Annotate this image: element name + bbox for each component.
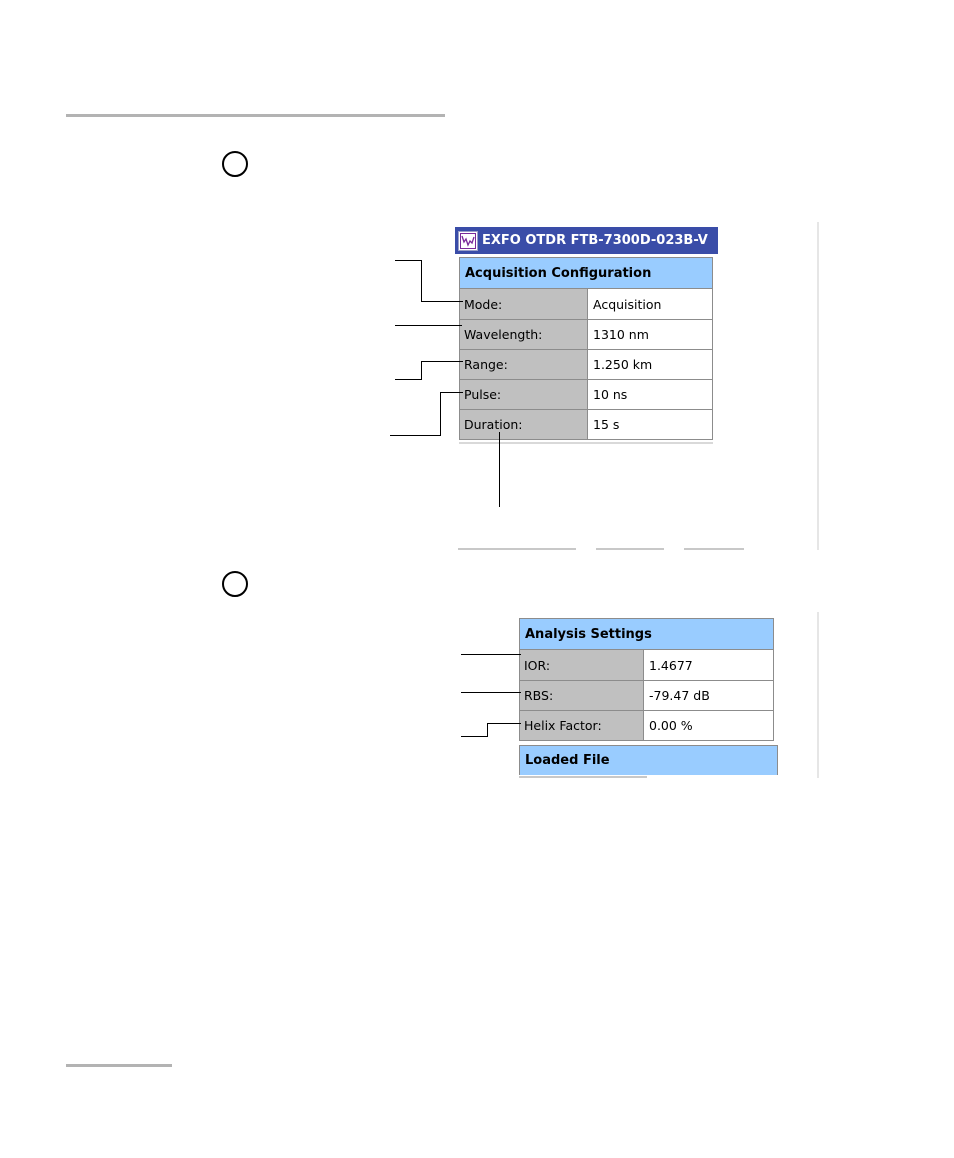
duration-label: Duration: <box>460 410 588 439</box>
range-value[interactable]: 1.250 km <box>588 350 712 379</box>
leader-line <box>461 692 521 693</box>
loaded-file-header[interactable]: Loaded File <box>519 745 778 775</box>
leader-line <box>421 301 463 302</box>
rbs-value[interactable]: -79.47 dB <box>644 681 773 710</box>
rbs-label: RBS: <box>520 681 644 710</box>
leader-line <box>499 432 500 507</box>
leader-line <box>390 435 440 436</box>
acquisition-row-pulse[interactable] <box>460 379 712 409</box>
top-rule <box>66 114 445 117</box>
acquisition-config-header[interactable]: Acquisition Configuration <box>460 258 712 289</box>
leader-line <box>421 260 422 302</box>
ior-value[interactable]: 1.4677 <box>644 650 773 680</box>
helix-factor-label: Helix Factor: <box>520 711 644 740</box>
window-title: EXFO OTDR FTB-7300D-023B-V <box>482 233 708 248</box>
cropped-fragment <box>596 548 664 550</box>
mode-label: Mode: <box>460 289 588 319</box>
acquisition-row-wavelength[interactable] <box>460 319 712 349</box>
leader-line <box>487 723 488 737</box>
wavelength-value[interactable]: 1310 nm <box>588 320 712 349</box>
acquisition-config-grid <box>459 257 713 440</box>
acquisition-row-range[interactable] <box>460 349 712 379</box>
cropped-fragment <box>684 548 744 550</box>
analysis-settings-grid <box>519 618 774 741</box>
cropped-fragment <box>519 776 647 778</box>
pulse-label: Pulse: <box>460 380 588 409</box>
acquisition-config-body <box>460 289 712 439</box>
leader-line <box>395 379 421 380</box>
leader-line <box>461 654 521 655</box>
leader-line <box>487 723 521 724</box>
acquisition-row-mode[interactable] <box>460 289 712 319</box>
acquisition-row-duration[interactable] <box>460 409 712 439</box>
pulse-value[interactable]: 10 ns <box>588 380 712 409</box>
duration-value[interactable]: 15 s <box>588 410 712 439</box>
leader-line <box>461 736 487 737</box>
leader-line <box>421 361 422 380</box>
analysis-settings-header[interactable]: Analysis Settings <box>520 619 773 650</box>
grid-bottom-shadow <box>459 442 713 444</box>
screenshot-right-edge <box>817 612 819 778</box>
cropped-row-fragments <box>458 548 744 550</box>
mode-value[interactable]: Acquisition <box>588 289 712 319</box>
acquisition-screenshot <box>450 222 820 552</box>
analysis-settings-body <box>520 650 773 740</box>
ior-label: IOR: <box>520 650 644 680</box>
callout-marker-1 <box>222 151 248 177</box>
leader-line <box>440 392 463 393</box>
analysis-row-helix-factor[interactable] <box>520 710 773 740</box>
otdr-trace-icon <box>458 231 478 251</box>
screenshot-right-edge <box>817 222 819 550</box>
wavelength-label: Wavelength: <box>460 320 588 349</box>
leader-line <box>395 260 421 261</box>
callout-marker-2 <box>222 571 248 597</box>
leader-line <box>395 325 462 326</box>
range-label: Range: <box>460 350 588 379</box>
window-titlebar[interactable] <box>455 227 718 254</box>
helix-factor-value[interactable]: 0.00 % <box>644 711 773 740</box>
cropped-fragment <box>458 548 576 550</box>
leader-line <box>421 361 463 362</box>
analysis-row-rbs[interactable] <box>520 680 773 710</box>
bottom-rule <box>66 1064 172 1067</box>
analysis-row-ior[interactable] <box>520 650 773 680</box>
analysis-screenshot <box>513 612 820 780</box>
leader-line <box>440 392 441 436</box>
